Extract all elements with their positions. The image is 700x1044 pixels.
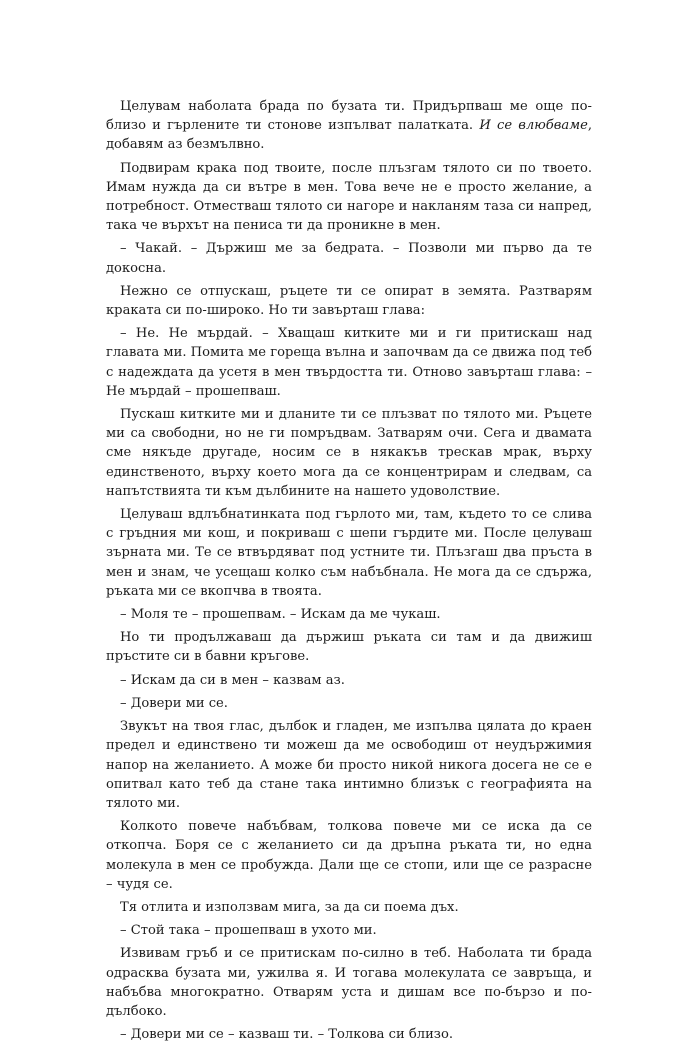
paragraph-2: Подвирам крака под твоите, после плъзгам тялото си по твоето. Имам нужда да си вътре в мен. Това вече не е просто желание, а потребност. Отместваш тялото си нагоре и накланям таза си напред, така че върхът на пениса ти да проникне в мен. — [106, 160, 592, 234]
paragraph-3: – Чакай. – Държиш ме за бедрата. – Позволи ми първо да те докосна. — [106, 241, 592, 276]
paragraph-12: Звукът на твоя глас, дълбок и гладен, ме изпълва цялата до краен предел и единствено ти можеш да ме освободиш от неудържимия напор на желанието. А може би просто никой никога досега не се е опитвал като теб да стане така интимно близък с географията на тялото ми. — [106, 719, 592, 811]
paragraph-14: Тя отлита и използвам мига, за да си поема дъх. — [120, 899, 459, 915]
paragraph-1 — [106, 97, 592, 155]
paragraph-6: Пускаш китките ми и дланите ти се плъзват по тялото ми. Ръцете ми са свободни, но не ги помръдвам. Затварям очи. Сега и двамата сме някъде другаде, носим се в някакъв трескав мрак, върху единственото, върху което мога да се концентрирам и следвам, са напътствията ти към дълбините на нашето удоволствие. — [106, 407, 592, 499]
body-text — [106, 97, 592, 1044]
emphasis-text: И се влюбваме — [479, 118, 588, 134]
paragraph-5: – Не. Не мърдай. – Хващаш китките ми и ги притискаш над главата ми. Помита ме гореща вълна и започвам да се движа под теб с надеждата да усетя в мен твърдостта ти. Отново завърташ глава: – Не мърдай – прошепваш. — [106, 326, 592, 399]
paragraph-text: , добавям аз безмълвно. — [106, 118, 592, 153]
paragraph-7: Целуваш вдлъбнатинката под гърлото ми, там, където то се слива с гръдния ми кош, и покриваш с шепи гърдите ми. После целуваш зърната ми. Те се втвърдяват под устните ти. Плъзгаш два пръста в мен и знам, че усещаш колко съм набъбнала. Не мога да се сдържа, ръката ми се вкопчва в твоята. — [106, 507, 592, 599]
paragraph-10: – Искам да си в мен – казвам аз. — [120, 672, 345, 688]
paragraph-17: – Довери ми се – казваш ти. – Толкова си близо. — [120, 1027, 453, 1043]
paragraph-11: – Довери ми се. — [120, 695, 228, 711]
paragraph-15: – Стой така – прошепваш в ухото ми. — [120, 923, 377, 939]
paragraph-4: Нежно се отпускаш, ръцете ти се опират в земята. Разтварям краката си по-широко. Но ти завърташ глава: — [106, 283, 592, 319]
paragraph-text: Целувам наболата брада по бузата ти. Придърпваш ме още по-близо и гърлените ти стонове изпълват палатката. — [106, 99, 592, 134]
paragraph-9: Но ти продължаваш да държиш ръката си там и да движиш пръстите си в бавни кръгове. — [106, 630, 592, 665]
paragraph-13: Колкото повече набъбвам, толкова повече ми се иска да се откопча. Боря се с желанието си да дръпна ръката ти, но една молекула в мен се пробужда. Дали ще се стопи, или ще се разрасне – чудя се. — [106, 819, 592, 892]
paragraph-16: Извивам гръб и се притискам по-силно в теб. Наболата ти брада одрасква бузата ми, ужилва я. И тогава молекулата се завръща, и набъбва многократно. Отварям уста и дишам все по-бързо и по-дълбоко. — [106, 946, 592, 1019]
paragraph-8: – Моля те – прошепвам. – Искам да ме чукаш. — [120, 607, 441, 623]
